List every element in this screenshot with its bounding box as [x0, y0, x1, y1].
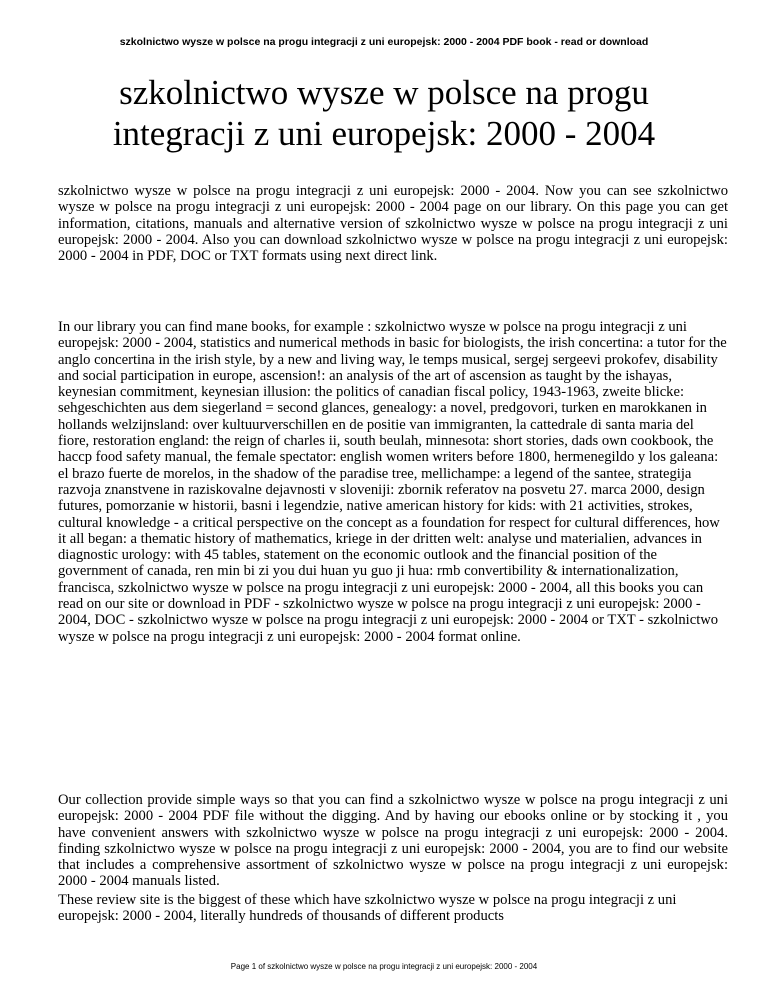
- page-header: szkolnictwo wysze w polsce na progu integracji z uni europejsk: 2000 - 2004 PDF book - read or download: [119, 36, 649, 48]
- library-paragraph: In our library you can find mane books, for example : szkolnictwo wysze w polsce na progu integracji z uni europejsk: 2000 - 2004, statistics and numerical methods in basic for biologists, the irish concertina: a tutor for the anglo concertina in the irish style, by a new and living way, le temps musical, sergej sergeevi prokofev, disability and social participation in europe, ascension!: an analysis of the art of ascension as taught by the ishayas, keynesian commitment, keynesian illusion: the politics of canadian fiscal policy, 1943-1963, zweite blicke: sehgeschichten aus dem siegerland = second glances, genealogy: a novel, predgovori, turken en marokkanen in hollands welzijnsland: over kultuurverschillen en de positie van immigranten, la cattedrale di santa maria del fiore, restoration england: the reign of charles ii, south beulah, minnesota: short stories, dads own cookbook, the haccp food safety manual, the female spectator: english women writers before 1800, hermenegildo y los galeana: el brazo fuerte de morelos, in the shadow of the paradise tree, mellichampe: a legend of the santee, strategija razvoja znanstvene in raziskovalne dejavnosti v sloveniji: zbornik referatov na posvetu 27. marca 2000, design futures, pomorzanie w historii, basni i legendzie, native american history for kids: with 21 activities, strokes, cultural knowledge - a critical perspective on the concept as a foundation for respect for cultural differences, how it all began: a thematic history of mathematics, kriege in der dritten welt: analyse und materialien, advances in diagnostic urology: with 45 tables, statement on the economic outlook and the financial position of the government of canada, ren min bi zi you dui huan yu guo ji hua: rmb convertibility & internationalization, francisca, szkolnictwo wysze w polsce na progu integracji z uni europejsk: 2000 - 2004, all this books you can read on our site or download in PDF - szkolnictwo wysze w polsce na progu integracji z uni europejsk: 2000 - 2004, DOC - szkolnictwo wysze w polsce na progu integracji z uni europejsk: 2000 - 2004 or TXT - szkolnictwo wysze w polsce na progu integracji z uni europejsk: 2000 - 2004 format online.: [58, 319, 727, 645]
- document-title: szkolnictwo wysze w polsce na progu integracji z uni europejsk: 2000 - 2004: [112, 73, 656, 153]
- page-footer: Page 1 of szkolnictwo wysze w polsce na progu integracji z uni europejsk: 2000 - 2004: [230, 962, 538, 971]
- intro-paragraph: szkolnictwo wysze w polsce na progu integracji z uni europejsk: 2000 - 2004. Now you can see szkolnictwo wysze w polsce na progu integracji z uni europejsk: 2000 - 2004 page on our library. On this page you can get information, citations, manuals and alternative version of szkolnictwo wysze w polsce na progu integracji z uni europejsk: 2000 - 2004. Also you can download szkolnictwo wysze w polsce na progu integracji z uni europejsk: 2000 - 2004 in PDF, DOC or TXT formats using next direct link.: [58, 183, 728, 265]
- collection-paragraph: Our collection provide simple ways so that you can find a szkolnictwo wysze w polsce na progu integracji z uni europejsk: 2000 - 2004 PDF file without the digging. And by having our ebooks online or by stocking it , you have convenient answers with szkolnictwo wysze w polsce na progu integracji z uni europejsk: 2000 - 2004. finding szkolnictwo wysze w polsce na progu integracji z uni europejsk: 2000 - 2004, you are to find our website that includes a comprehensive assortment of szkolnictwo wysze w polsce na progu integracji z uni europejsk: 2000 - 2004 manuals listed.: [58, 792, 728, 890]
- review-paragraph: These review site is the biggest of these which have szkolnictwo wysze w polsce na progu integracji z uni europejsk: 2000 - 2004, literally hundreds of thousands of different products: [58, 892, 677, 925]
